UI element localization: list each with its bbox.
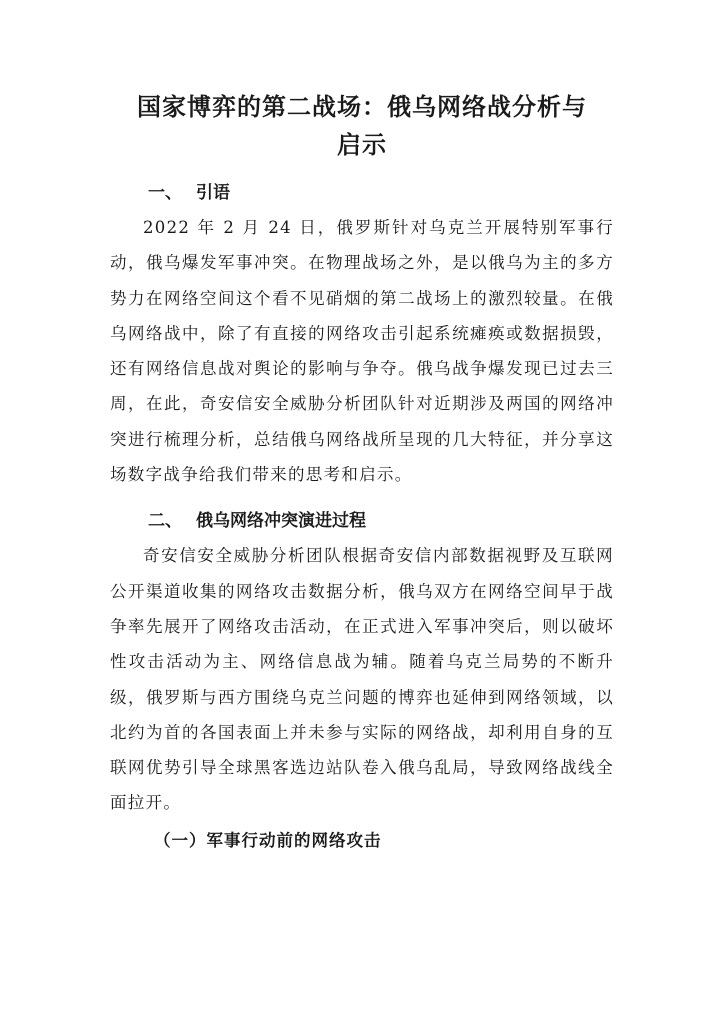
section-number: 一、 <box>148 183 182 203</box>
paragraph-intro: 2022 年 2 月 24 日，俄罗斯针对乌克兰开展特别军事行动，俄乌爆发军事冲突。在物理战场之外，是以俄乌为主的多方势力在网络空间这个看不见硝烟的第二战场上的激烈较量。在俄乌网络战中，除了有直接的网络攻击引起系统瘫痪或数据损毁，还有网络信息战对舆论的影响与争夺。俄乌战争爆发现已过去三周，在此，奇安信安全威胁分析团队针对近期涉及两国的网络冲突进行梳理分析，总结俄乌网络战所呈现的几大特征，并分享这场数字战争给我们带来的思考和启示。 <box>110 218 614 485</box>
section-heading-2 <box>110 504 614 538</box>
title-line-2: 启示 <box>337 131 387 159</box>
section-heading-1 <box>110 176 614 210</box>
section-number: 二、 <box>148 511 182 532</box>
title-line-1: 国家博弈的第二战场：俄乌网络战分析与 <box>137 93 587 121</box>
section-heading-text: 引语 <box>196 183 230 203</box>
section-heading-text: 俄乌网络冲突演进过程 <box>196 511 366 532</box>
paragraph-evolution: 奇安信安全威胁分析团队根据奇安信内部数据视野及互联网公开渠道收集的网络攻击数据分析，俄乌双方在网络空间早于战争率先展开了网络攻击活动，在正式进入军事冲突后，则以破坏性攻击活动为主、网络信息战为辅。随着乌克兰局势的不断升级，俄罗斯与西方围绕乌克兰问题的博弈也延伸到网络领域，以北约为首的各国表面上并未参与实际的网络战，却利用自身的互联网优势引导全球黑客选边站队卷入俄乌乱局，导致网络战线全面拉开。 <box>110 546 614 813</box>
document-title <box>110 88 614 164</box>
subsection-heading: （一）军事行动前的网络攻击 <box>154 830 382 850</box>
